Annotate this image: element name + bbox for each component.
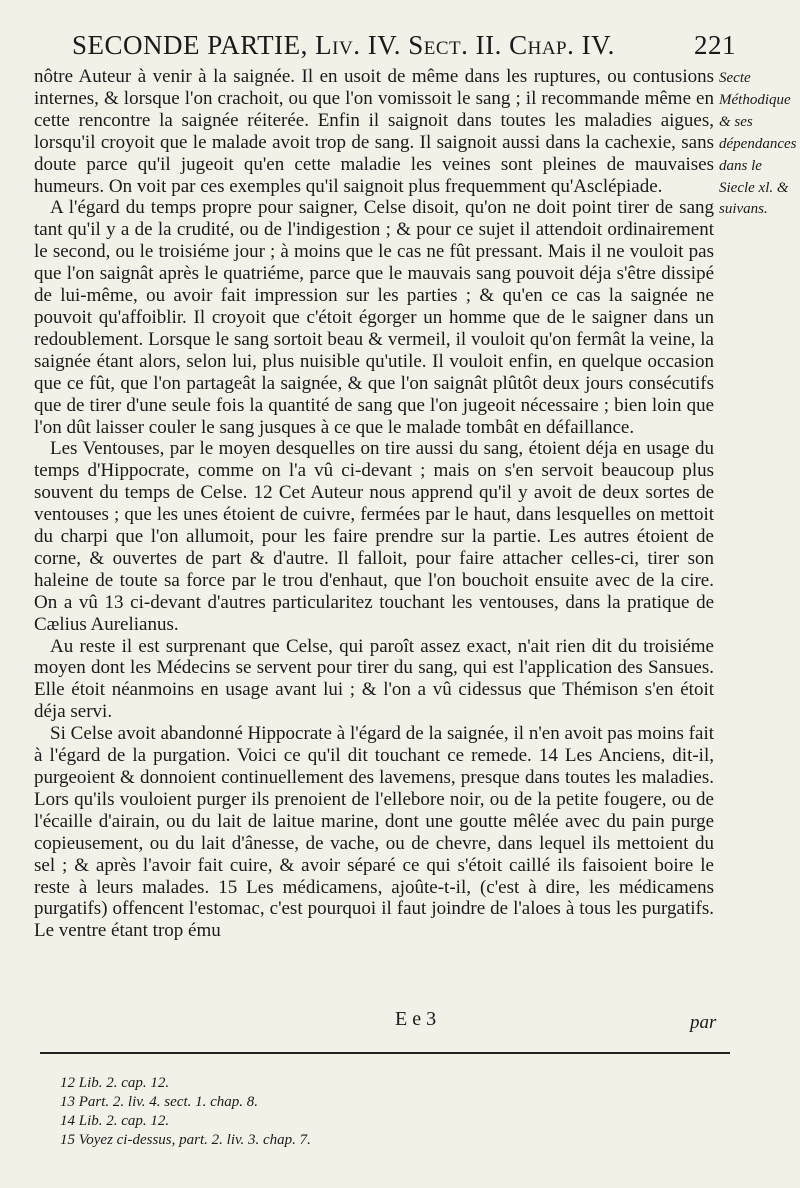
paragraph-2: A l'égard du temps propre pour saigner, Celse disoit, qu'on ne doit point tirer de sang tant qu'il y a de la crudité, ou de l'indigestion ; & pour ce sujet il attendoit ordinairement le second, ou le troisiéme jour ; à moins que le cas ne fût pressant. Mais il ne vouloit pas que l'on saignât après le quatriéme, parce que le mauvais sang pouvoit déja s'être dissipé de lui-même, ou avoir fait impression sur les parties ; & qu'en ce cas la saignée ne pouvoit qu'affoiblir. Il croyoit que c'étoit égorger un homme que de le saigner dans un redoublement. Lorsque le sang sortoit beau & vermeil, il vouloit qu'on fermât la veine, la saignée étant alors, selon lui, plus nuisible qu'utile. Il vouloit enfin, en quelque occasion que ce fût, que l'on partageât la saignée, & que l'on saignât plûtôt deux jours consécutifs que de tirer d'une seule fois la quantité de sang que l'on jugeoit nécessaire ; bien loin que l'on dût laisser couler le sang jusques à ce que le malade tombât en défaillance. (34, 197, 714, 438)
paragraph-1: nôtre Auteur à venir à la saignée. Il en usoit de même dans les ruptures, ou contusions internes, & lorsque l'on crachoit, ou que l'on vomissoit le sang ; il recommande même en cette rencontre la saignée réiterée. Enfin il saignoit dans toutes les maladies aigues, lorsqu'il croyoit que le malade avoit trop de sang. Il saignoit aussi dans la cachexie, sans doute parce qu'il jugeoit qu'en cette maladie les veines sont pleines de mauvaises humeurs. On voit par ces exemples qu'il saignoit plus frequemment qu'Asclépiade. (34, 66, 714, 197)
footnote-13: 13 Part. 2. liv. 4. sect. 1. chap. 8. (60, 1094, 259, 1110)
footnote-15: 15 Voyez ci-dessus, part. 2. liv. 3. chap. 7. (60, 1132, 311, 1148)
footnotes (60, 1074, 720, 1150)
paragraph-5: Si Celse avoit abandonné Hippocrate à l'égard de la saignée, il n'en avoit pas moins fait à l'égard de la purgation. Voici ce qu'il dit touchant ce remede. 14 Les Anciens, dit-il, purgeoient & donnoient continuellement des lavemens, presque dans toutes les maladies. Lors qu'ils vouloient purger ils prenoient de l'ellebore noir, ou de la petite fougere, ou de l'écaille d'airain, ou du lait de laitue marine, dont une goutte mêlée avec du pain purge copieusement, ou du lait d'ânesse, de vache, ou de chevre, dans lequel ils mettoient du sel ; & après l'avoir fait cuire, & avoir séparé ce qui s'étoit caillé ils faisoient boire le reste à leurs malades. 15 Les médicamens, ajoûte-t-il, (c'est à dire, les médicamens purgatifs) offencent l'estomac, c'est pourquoi il faut joindre de l'aloes à tous les purgatifs. Le ventre étant trop ému (34, 723, 714, 942)
footnote-12: 12 Lib. 2. cap. 12. (60, 1075, 170, 1091)
paragraph-3: Les Ventouses, par le moyen desquelles on tire aussi du sang, étoient déja en usage du temps d'Hippocrate, comme on l'a vû ci-devant ; mais on s'en servoit beaucoup plus souvent du temps de Celse. 12 Cet Auteur nous apprend qu'il y avoit de deux sortes de ventouses ; que les unes étoient de cuivre, fermées par le haut, dans lesquelles on mettoit du charpi que l'on allumoit, pour les faire prendre sur la partie. Les autres étoient de corne, & ouvertes de part & d'autre. Il falloit, pour faire attacher celles-ci, tirer son haleine de toute sa force par le trou d'enhaut, que l'on bouchoit ensuite avec de la cire. On a vû 13 ci-devant d'autres particularitez touchant les ventouses, dans la pratique de Cælius Aurelianus. (34, 438, 714, 635)
margin-note: Secte Méthodique & ses dépendances dans le Siecle xl. & suivans. (719, 70, 797, 218)
running-header (72, 30, 736, 66)
footnote-14: 14 Lib. 2. cap. 12. (60, 1113, 170, 1129)
body-text (34, 66, 714, 942)
page-number: 221 (694, 30, 736, 60)
signature-mark: E e 3 (395, 1008, 437, 1030)
paragraph-4: Au reste il est surprenant que Celse, qui paroît assez exact, n'ait rien dit du troisiéme moyen dont les Médecins se servent pour tirer du sang, qui est l'application des Sansues. Elle étoit néanmoins en usage avant lui ; & l'on a vû cidessus que Thémison s'en étoit déja servi. (34, 635, 714, 723)
header-title: SECONDE PARTIE, Liv. IV. Sect. II. Chap. IV. (72, 30, 615, 60)
catchword: par (690, 1012, 717, 1033)
footnote-rule (40, 1052, 730, 1054)
